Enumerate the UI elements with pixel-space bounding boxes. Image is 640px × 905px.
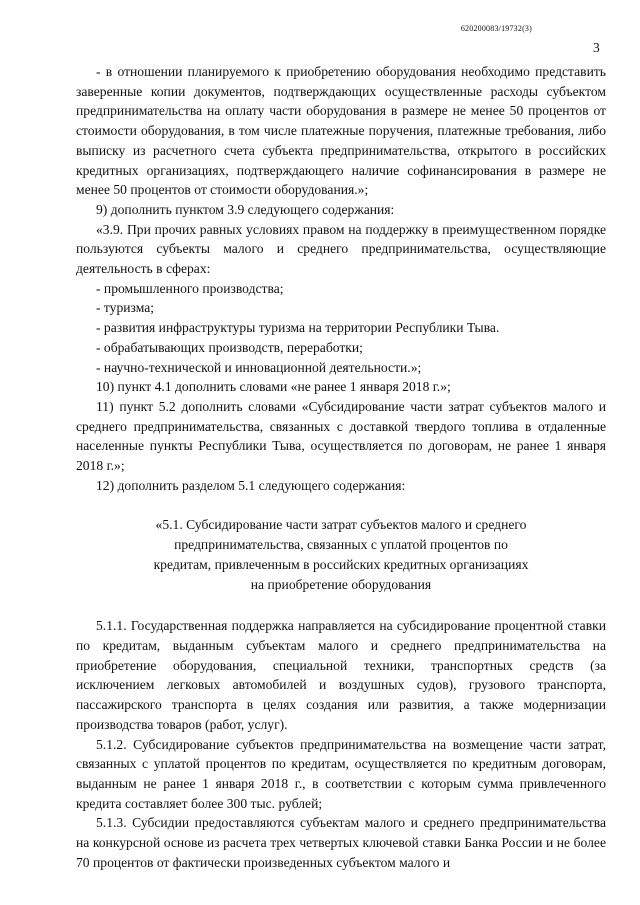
list-item: - обрабатывающих производств, переработки; <box>96 339 363 355</box>
paragraph: «3.9. При прочих равных условиях правом на поддержку в преимущественном порядке пользуются субъекты малого и среднего предпринимательства, осуществляющие деятельность в сферах: <box>76 221 606 277</box>
page-number: 3 <box>593 40 600 55</box>
document-id: 620200083/19732(3) <box>460 24 532 33</box>
section-heading-text: «5.1. Субсидирование части затрат субъектов малого и среднего предпринимательства, связанных с уплатой процентов по кредитам, привлеченным в российских кредитных организациях на приобретение оборудования <box>153 517 529 592</box>
list-item: - туризма; <box>96 300 155 316</box>
paragraph: 5.1.2. Субсидирование субъектов предпринимательства на возмещение части затрат, связанных с уплатой процентов по кредитам, осуществляется по кредитным договорам, выданным не ранее 1 января 2018 г., в соответствии с которым сумма привлеченного кредита составляет более 300 тыс. рублей; <box>76 736 606 811</box>
paragraph: 12) дополнить разделом 5.1 следующего содержания: <box>96 477 406 493</box>
section-heading <box>76 515 606 594</box>
paragraph: 5.1.1. Государственная поддержка направляется на субсидирование процентной ставки по кредитам, выданным субъектам малого и среднего предпринимательства на приобретение оборудования, специальной техники, транспортных средств (за исключением легковых автомобилей и воздушных судов), грузового транспорта, пассажирского транспорта в целях создания или развития, а также модернизации производства товаров (работ, услуг). <box>76 618 606 732</box>
list-item: - научно-технической и инновационной деятельности.»; <box>96 359 422 375</box>
paragraph: 11) пункт 5.2 дополнить словами «Субсидирование части затрат субъектов малого и среднего предпринимательства, связанных с доставкой твердого топлива в отдаленные населенные пункты Республики Тыва, осуществляется по договорам, не ранее 1 января 2018 г.»; <box>76 398 606 474</box>
document-body <box>76 62 606 872</box>
list-item: - промышленного производства; <box>96 280 284 296</box>
paragraph: 5.1.3. Субсидии предоставляются субъектам малого и среднего предпринимательства на конкурсной основе из расчета трех четвертых ключевой ставки Банка России и не более 70 процентов от фактически произведенных субъектом малого и <box>76 815 606 870</box>
paragraph: 9) дополнить пунктом 3.9 следующего содержания: <box>96 201 395 217</box>
paragraph: 10) пункт 4.1 дополнить словами «не ранее 1 января 2018 г.»; <box>96 379 451 395</box>
paragraph: - в отношении планируемого к приобретению оборудования необходимо представить заверенные копии документов, подтверждающих осуществленные расходы субъектом предпринимательства на оплату части оборудования в размере не менее 50 процентов от стоимости оборудования, в том числе платежные поручения, платежные требования, либо выписку из расчетного счета субъекта предпринимательства, открытого в российских кредитных организациях, подтверждающего наличие софинансирования в размере не менее 50 процентов от стоимости оборудования.»; <box>76 64 606 198</box>
list-item: - развития инфраструктуры туризма на территории Республики Тыва. <box>96 320 500 336</box>
